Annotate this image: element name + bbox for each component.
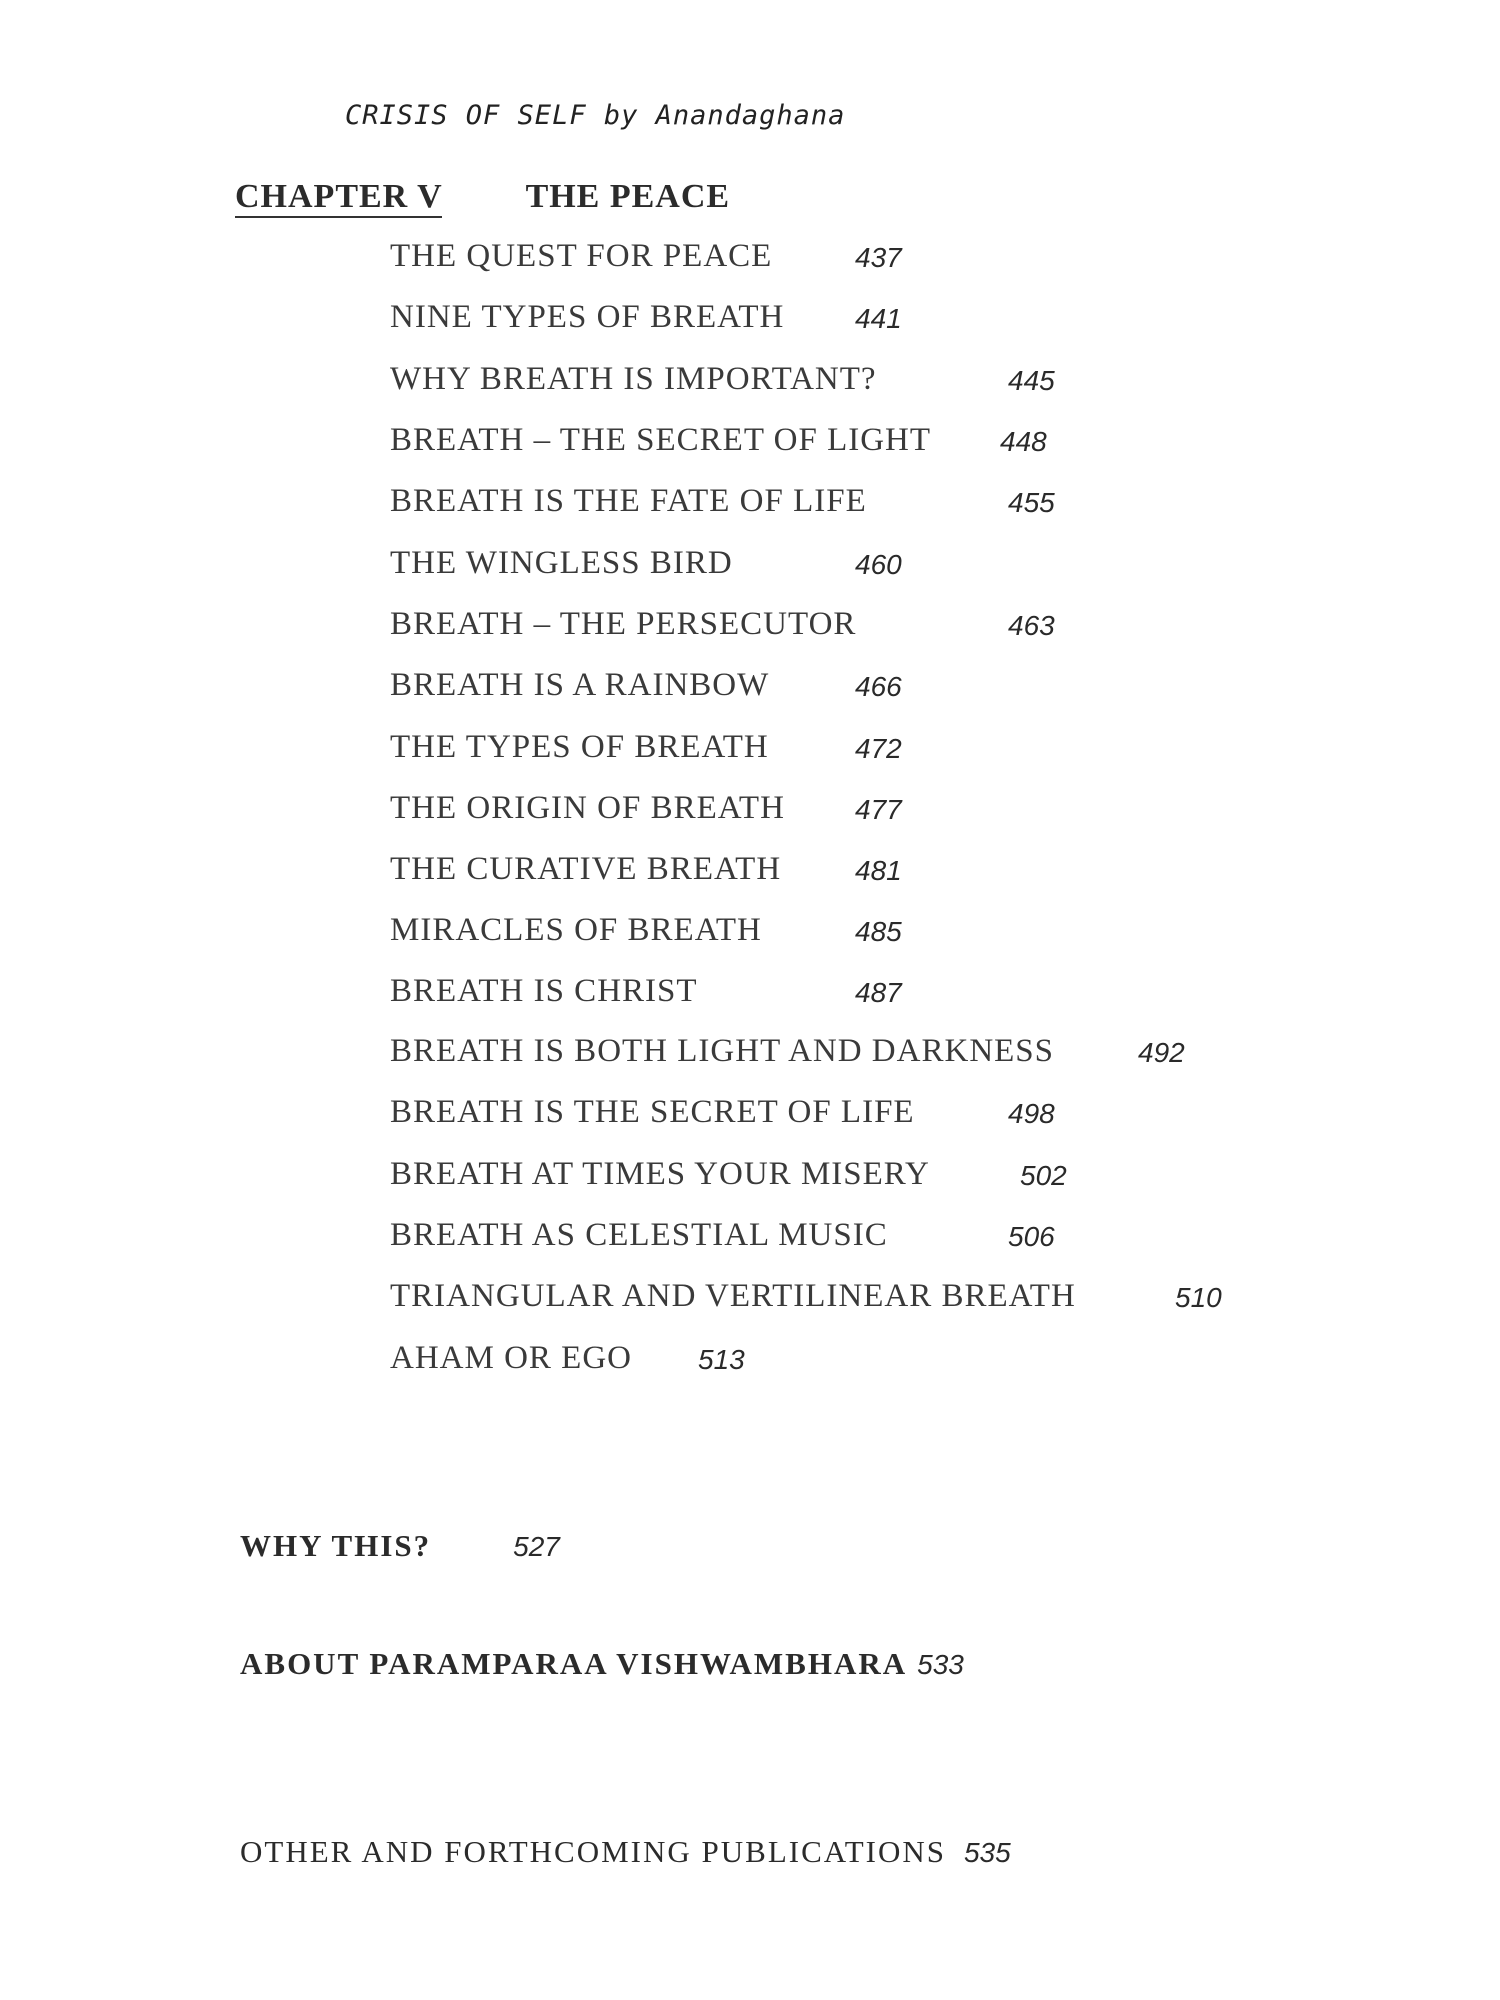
toc-entry-title: BREATH IS CHRIST (390, 973, 698, 1009)
chapter-title: THE PEACE (525, 178, 731, 215)
toc-entry-page: 460 (855, 549, 902, 580)
toc-entry-page: 492 (1138, 1037, 1185, 1068)
back-matter-title: ABOUT PARAMPARAA VISHWAMBHARA (240, 1646, 908, 1681)
toc-entry-page: 477 (855, 794, 902, 825)
toc-entry-title: NINE TYPES OF BREATH (390, 299, 785, 335)
back-matter-entry (240, 1646, 964, 1682)
back-matter-title: WHY THIS? (240, 1528, 432, 1563)
toc-entry-page: 437 (855, 242, 902, 273)
toc-entry-page: 513 (698, 1344, 745, 1375)
toc-entry-title: AHAM OR EGO (390, 1340, 632, 1376)
toc-entry-page: 472 (855, 733, 902, 764)
toc-entry-page: 487 (855, 977, 902, 1008)
toc-entry-page: 506 (1008, 1221, 1055, 1252)
table-of-contents (390, 0, 1390, 1400)
toc-entry-title: MIRACLES OF BREATH (390, 912, 762, 948)
toc-entry-page: 448 (1000, 426, 1047, 457)
toc-entry-page: 485 (855, 916, 902, 947)
back-matter-page: 533 (917, 1649, 964, 1680)
toc-entry-title: THE CURATIVE BREATH (390, 851, 782, 887)
toc-entry-page: 502 (1020, 1160, 1067, 1191)
toc-entry-page: 481 (855, 855, 902, 886)
toc-entry-page: 466 (855, 671, 902, 702)
chapter-label: CHAPTER V (235, 178, 442, 218)
toc-entry-title: BREATH AT TIMES YOUR MISERY (390, 1156, 930, 1192)
toc-entry-title: THE QUEST FOR PEACE (390, 238, 773, 274)
toc-entry-title: BREATH IS BOTH LIGHT AND DARKNESS (390, 1033, 1055, 1069)
toc-entry-page: 510 (1175, 1282, 1222, 1313)
toc-entry-title: BREATH IS THE FATE OF LIFE (390, 483, 867, 519)
toc-entry-title: THE ORIGIN OF BREATH (390, 790, 785, 826)
toc-entry-page: 455 (1008, 487, 1055, 518)
toc-entry-title: BREATH AS CELESTIAL MUSIC (390, 1217, 888, 1253)
back-matter-entry (240, 1834, 1011, 1870)
toc-entry-page: 445 (1008, 365, 1055, 396)
toc-entry-page: 498 (1008, 1098, 1055, 1129)
toc-entry-page: 463 (1008, 610, 1055, 641)
toc-entry-page: 441 (855, 303, 902, 334)
toc-entry-title: TRIANGULAR AND VERTILINEAR BREATH (390, 1278, 1076, 1314)
back-matter-page: 535 (963, 1837, 1011, 1868)
toc-entry-title: BREATH – THE SECRET OF LIGHT (390, 422, 932, 458)
toc-entry-title: WHY BREATH IS IMPORTANT? (390, 361, 877, 397)
toc-entry-title: THE TYPES OF BREATH (390, 729, 769, 765)
toc-entry-title: BREATH IS A RAINBOW (390, 667, 770, 703)
back-matter-title: OTHER AND FORTHCOMING PUBLICATIONS (240, 1834, 946, 1869)
toc-entry-title: BREATH IS THE SECRET OF LIFE (390, 1094, 915, 1130)
back-matter-entry (240, 1528, 560, 1564)
toc-entry-title: THE WINGLESS BIRD (390, 545, 733, 581)
back-matter-page: 527 (513, 1531, 560, 1562)
book-header: CRISIS OF SELF by Anandaghana (345, 100, 846, 131)
toc-entry-title: BREATH – THE PERSECUTOR (390, 606, 857, 642)
